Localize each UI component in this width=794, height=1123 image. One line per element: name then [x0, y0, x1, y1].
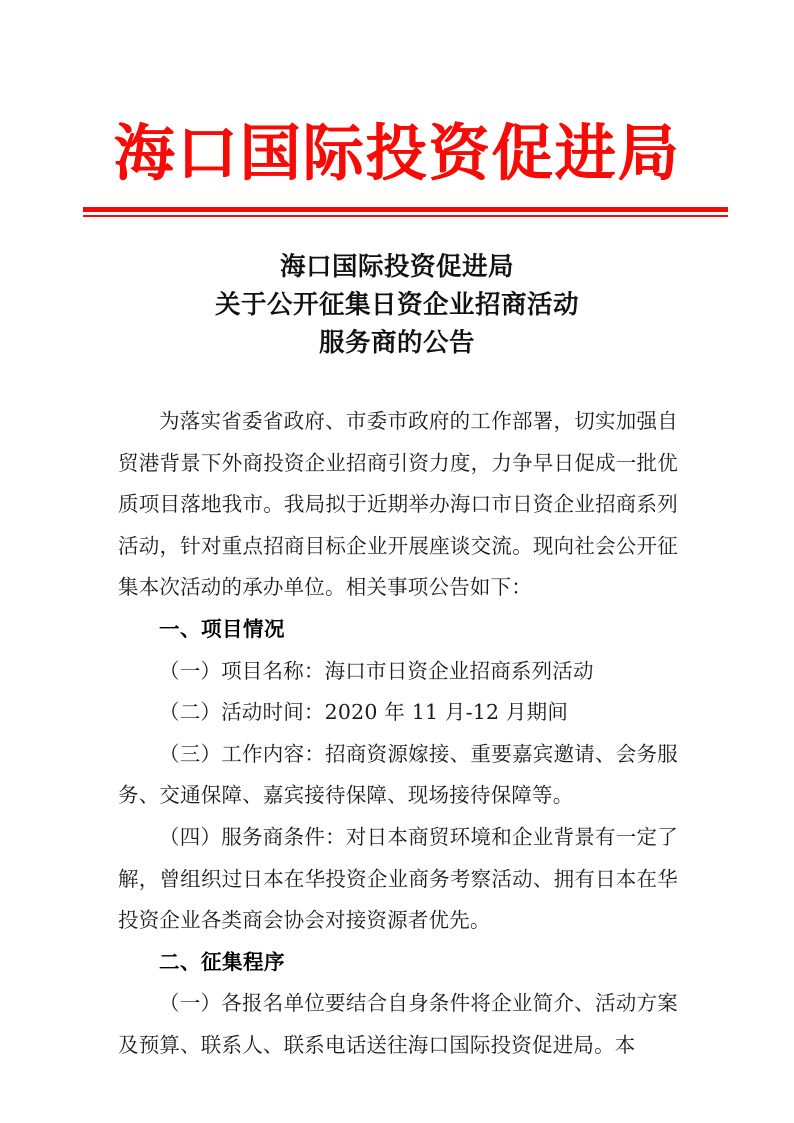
document-title-line-1: 海口国际投资促进局 [279, 252, 514, 282]
letterhead-rule-thin [83, 215, 728, 217]
letterhead-organization-title: 海口国际投资促进局 [113, 118, 681, 189]
section-heading-2: 二、征集程序 [159, 949, 285, 974]
section-heading-1: 一、项目情况 [159, 616, 285, 641]
document-title-line-2: 关于公开征集日资企业招商活动 [214, 290, 579, 320]
section-1-item-3: （三）工作内容：招商资源嫁接、重要嘉宾邀请、会务服务、交通保障、嘉宾接待保障、现场接待保障等。 [118, 741, 678, 808]
document-title-block [0, 248, 794, 362]
section-1-item-4: （四）服务商条件：对日本商贸环境和企业背景有一定了解，曾组织过日本在华投资企业商务考察活动、拥有日本在华投资企业各类商会协会对接资源者优先。 [118, 824, 678, 933]
section-1-item-1: （一）项目名称：海口市日资企业招商系列活动 [159, 658, 594, 683]
document-body [118, 401, 678, 1067]
section-2-item-1: （一）各报名单位要结合自身条件将企业简介、活动方案及预算、联系人、联系电话送往海口国际投资促进局。本 [118, 991, 678, 1057]
section-1-item-2: （二）活动时间：2020 年 11 月-12 月期间 [159, 700, 569, 725]
body-paragraph-intro: 为落实省委省政府、市委市政府的工作部署，切实加强自贸港背景下外商投资企业招商引资力度，力争早日促成一批优质项目落地我市。我局拟于近期举办海口市日资企业招商系列活动，针对重点招商目标企业开展座谈交流。现向社会公开征集本次活动的承办单位。相关事项公告如下： [118, 409, 678, 600]
document-title-line-3: 服务商的公告 [318, 328, 475, 358]
letterhead-rule-group [83, 207, 728, 217]
letterhead [0, 0, 794, 217]
